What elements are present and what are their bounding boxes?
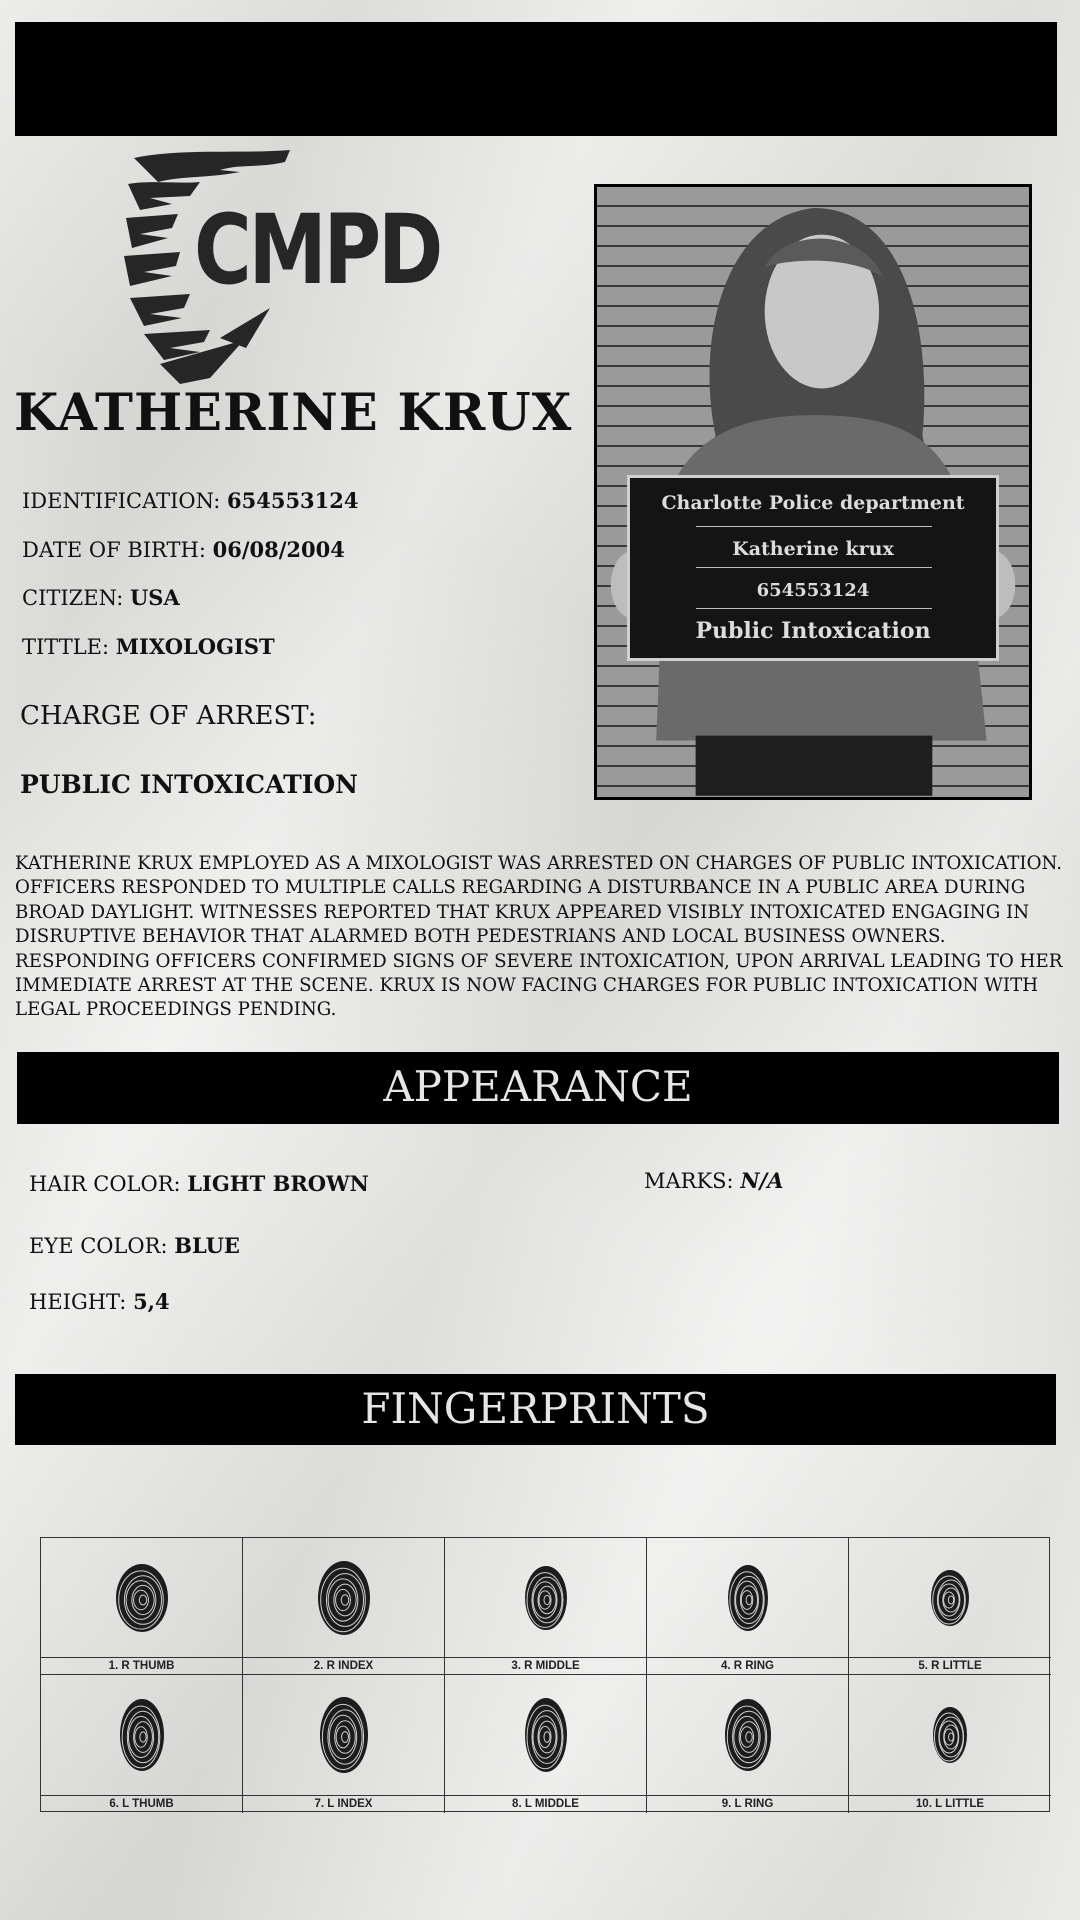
fingerprint-label-divider	[445, 1795, 646, 1796]
dob-row	[22, 539, 345, 561]
fingerprints-heading-text: FINGERPRINTS	[361, 1384, 710, 1433]
placard-line-3: 654553124	[756, 580, 870, 601]
marks-value: N/A	[740, 1168, 784, 1193]
charge-label: CHARGE OF ARREST:	[20, 701, 317, 731]
title-row	[22, 636, 275, 658]
cmpd-logo	[120, 148, 440, 388]
charge-value: PUBLIC INTOXICATION	[20, 770, 359, 799]
subject-name: KATHERINE KRUX	[14, 383, 573, 443]
fingerprint-label: 4. R RING	[720, 1660, 775, 1672]
eye-color-row	[29, 1235, 240, 1257]
placard-line-1: Charlotte Police department	[661, 492, 965, 514]
fingerprint-icon	[524, 1565, 568, 1631]
fingerprint-label: 8. L MIDDLE	[512, 1798, 579, 1810]
fingerprint-label: 6. L THUMB	[109, 1798, 174, 1810]
fingerprint-label-divider	[849, 1657, 1051, 1658]
fingerprint-label: 9. L RING	[721, 1798, 774, 1810]
placard-divider	[696, 608, 932, 609]
identification-row	[22, 490, 359, 512]
fingerprint-icon	[319, 1696, 369, 1774]
fingerprint-cell	[849, 1538, 1051, 1675]
height-label: HEIGHT:	[29, 1290, 127, 1314]
fingerprint-cell	[243, 1675, 445, 1813]
fingerprints-heading	[15, 1374, 1056, 1445]
fingerprint-cell	[445, 1675, 647, 1813]
placard-divider	[696, 526, 932, 527]
appearance-heading	[17, 1052, 1059, 1124]
fingerprint-cell	[41, 1538, 243, 1675]
title-value: MIXOLOGIST	[115, 634, 275, 659]
fingerprint-icon	[115, 1563, 169, 1633]
fingerprint-label-divider	[647, 1795, 848, 1796]
fingerprint-label: 7. L INDEX	[314, 1798, 373, 1810]
dob-value: 06/08/2004	[212, 537, 345, 562]
height-value: 5,4	[133, 1289, 170, 1314]
placard-line-2: Katherine krux	[732, 538, 894, 560]
eye-color-label: EYE COLOR:	[29, 1234, 168, 1258]
fingerprint-label-divider	[849, 1795, 1051, 1796]
identification-value: 654553124	[227, 488, 359, 513]
marks-row	[644, 1170, 784, 1192]
fingerprint-label-divider	[243, 1795, 444, 1796]
fingerprint-label: 10. L LITTLE	[915, 1798, 985, 1810]
fingerprint-label-divider	[647, 1657, 848, 1658]
fingerprint-cell	[243, 1538, 445, 1675]
fingerprint-icon	[119, 1698, 165, 1772]
citizen-row	[22, 587, 180, 609]
hair-color-row	[29, 1173, 369, 1195]
fingerprint-label-divider	[41, 1657, 242, 1658]
fingerprint-label: 1. R THUMB	[108, 1660, 175, 1672]
fingerprint-icon	[932, 1706, 968, 1764]
height-row	[29, 1291, 170, 1313]
eye-color-value: BLUE	[174, 1233, 240, 1258]
fingerprint-label-divider	[243, 1657, 444, 1658]
booking-placard	[627, 475, 999, 661]
fingerprint-cell	[647, 1675, 849, 1813]
placard-divider	[696, 567, 932, 568]
marks-label: MARKS:	[644, 1169, 734, 1193]
fingerprint-label-divider	[445, 1657, 646, 1658]
top-redaction-bar	[15, 22, 1057, 136]
fingerprint-label-divider	[41, 1795, 242, 1796]
appearance-heading-text: APPEARANCE	[383, 1062, 693, 1111]
fingerprint-label: 2. R INDEX	[313, 1660, 374, 1672]
fingerprint-cell	[849, 1675, 1051, 1813]
placard-line-4: Public Intoxication	[695, 618, 931, 644]
fingerprint-label: 5. R LITTLE	[918, 1660, 982, 1672]
fingerprint-card	[40, 1537, 1050, 1812]
hair-color-value: LIGHT BROWN	[187, 1171, 369, 1196]
dob-label: DATE OF BIRTH:	[22, 538, 206, 562]
fingerprint-cell	[647, 1538, 849, 1675]
logo-text: CMPD	[194, 194, 441, 306]
hair-color-label: HAIR COLOR:	[29, 1172, 181, 1196]
fingerprint-icon	[930, 1569, 970, 1627]
fingerprint-icon	[724, 1698, 772, 1772]
identification-label: IDENTIFICATION:	[22, 489, 221, 513]
fingerprint-icon	[317, 1560, 371, 1636]
fingerprint-icon	[524, 1697, 568, 1773]
mugshot-photo	[594, 184, 1032, 800]
fingerprint-cell	[445, 1538, 647, 1675]
fingerprint-cell	[41, 1675, 243, 1813]
arrest-narrative: KATHERINE KRUX EMPLOYED AS A MIXOLOGIST WAS ARRESTED ON CHARGES OF PUBLIC INTOXICATION. OFFICERS RESPONDED TO MULTIPLE CALLS REGARDING A DISTURBANCE IN A PUBLIC AREA DURING BROAD DAYLIGHT. WITNESSES REPORTED THAT KRUX APPEARED VISIBLY INTOXICATED ENGAGING IN DISRUPTIVE BEHAVIOR THAT ALARMED BOTH PEDESTRIANS AND LOCAL BUSINESS OWNERS. RESPONDING OFFICERS CONFIRMED SIGNS OF SEVERE INTOXICATION, UPON ARRIVAL LEADING TO HER IMMEDIATE ARREST AT THE SCENE. KRUX IS NOW FACING CHARGES FOR PUBLIC INTOXICATION WITH LEGAL PROCEEDINGS PENDING.	[15, 853, 1063, 1021]
citizen-label: CITIZEN:	[22, 586, 124, 610]
fingerprint-icon	[727, 1564, 769, 1632]
title-label: TITTLE:	[22, 635, 110, 659]
citizen-value: USA	[129, 585, 180, 610]
fingerprint-label: 3. R MIDDLE	[511, 1660, 580, 1672]
